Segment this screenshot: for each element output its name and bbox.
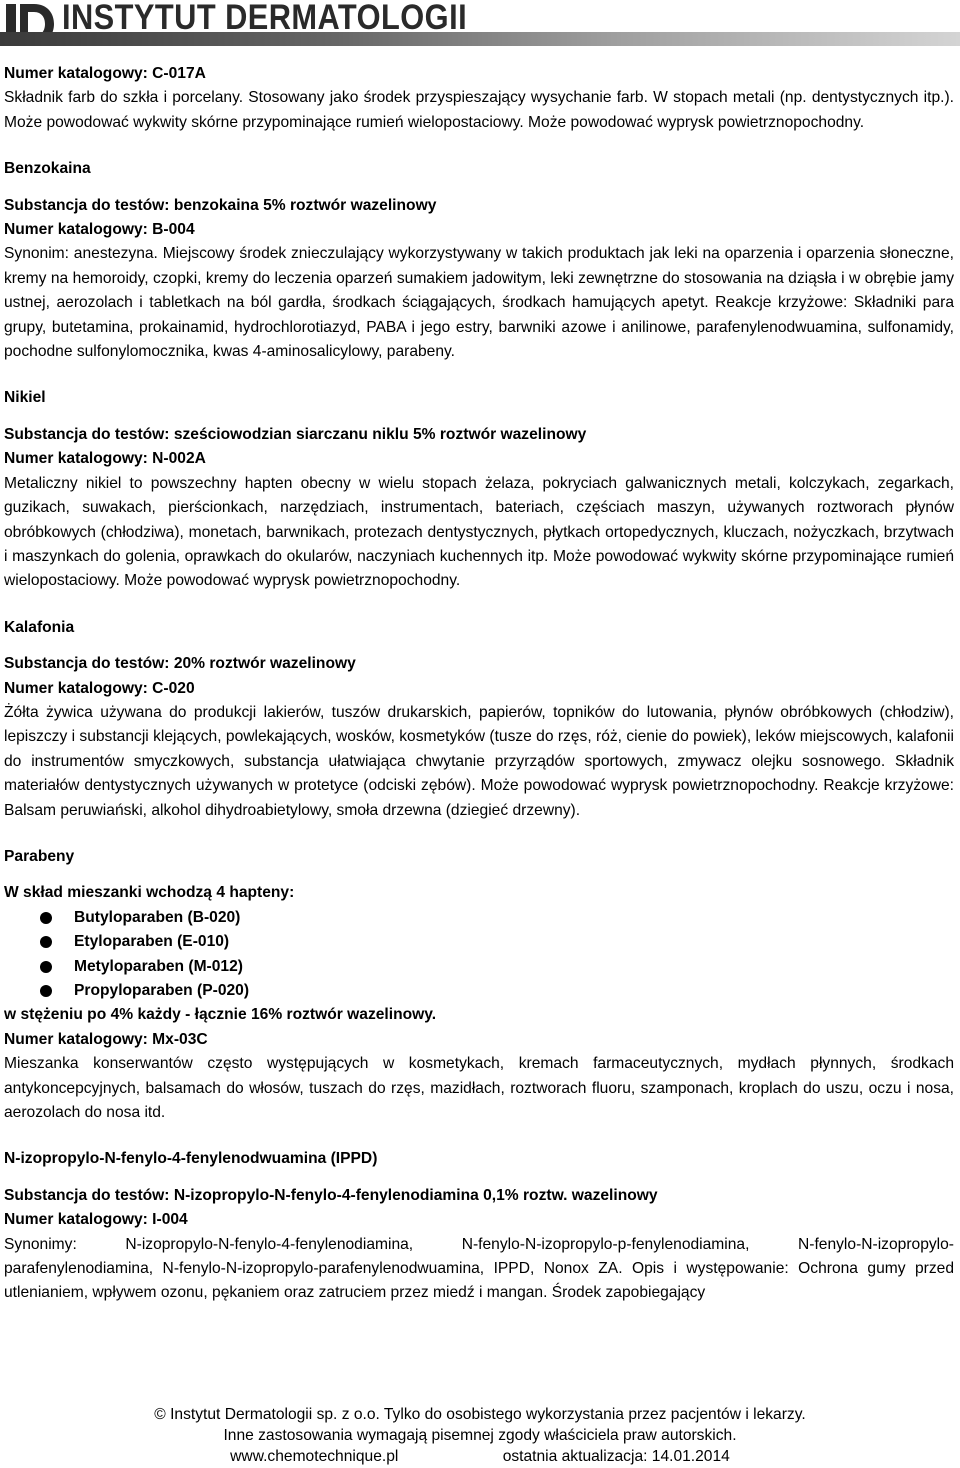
ippd-test-substance: Substancja do testów: N-izopropylo-N-fenylo-4-fenylenodiamina 0,1% roztw. wazelinowy: [4, 1186, 658, 1204]
page-footer: [0, 1404, 960, 1467]
list-item: Propyloparaben (P-020): [4, 979, 954, 1003]
footer-permission-note: Inne zastosowania wymagają pisemnej zgody właściciela praw autorskich.: [223, 1427, 737, 1444]
footer-copyright: © Instytut Dermatologii sp. z o.o. Tylko do osobistego wykorzystania przez pacjentów i lekarzy.: [154, 1406, 806, 1423]
list-item: Etyloparaben (E-010): [4, 930, 954, 954]
benzokaina-catalog-number: Numer katalogowy: B-004: [4, 221, 195, 239]
kalafonia-test-substance: Substancja do testów: 20% roztwór wazelinowy: [4, 655, 356, 673]
list-item: Metyloparaben (M-012): [4, 955, 954, 979]
ippd-description: Synonimy: N-izopropylo-N-fenylo-4-fenylenodiamina, N-fenylo-N-izopropylo-p-fenylenodiamina, N-fenylo-N-izopropylo-parafenylenodiamina, N-fenylo-N-izopropylo-parafenylenodwuamina, IPPD, Nonox ZA. Opis i występowanie: Ochrona gumy przed utlenianiem, wpływem ozonu, pękaniem oraz zatruciem przez miedź i mangan. Środek zapobiegający: [4, 1235, 954, 1302]
footer-last-updated: ostatnia aktualizacja: 14.01.2014: [502, 1448, 730, 1465]
intro-description: Składnik farb do szkła i porcelany. Stosowany jako środek przyspieszający wysychanie farb. W stopach metali (np. dentystycznych itp.). Może powodować wykwity skórne przypominające rumień wielopostaciowy. Może powodować wyprysk powietrznopochodny.: [4, 89, 954, 131]
benzokaina-test-substance: Substancja do testów: benzokaina 5% roztwór wazelinowy: [4, 196, 437, 214]
logo-title: INSTYTUT DERMATOLOGII: [62, 0, 468, 37]
page-header: [0, 0, 960, 46]
document-body: [4, 62, 954, 1306]
nikiel-catalog-number: Numer katalogowy: N-002A: [4, 450, 206, 468]
intro-catalog-number: Numer katalogowy: C-017A: [4, 65, 206, 82]
kalafonia-catalog-number: Numer katalogowy: C-020: [4, 679, 195, 697]
parabeny-hapten-list: [4, 906, 954, 1004]
section-title-kalafonia: Kalafonia: [4, 618, 75, 636]
parabeny-concentration: w stężeniu po 4% każdy - łącznie 16% roztwór wazelinowy.: [4, 1006, 437, 1024]
parabeny-mix-intro: W skład mieszanki wchodzą 4 hapteny:: [4, 884, 295, 902]
ippd-catalog-number: Numer katalogowy: I-004: [4, 1211, 188, 1229]
parabeny-catalog-number: Numer katalogowy: Mx-03C: [4, 1030, 208, 1048]
footer-website-link[interactable]: www.chemotechnique.pl: [230, 1448, 399, 1465]
benzokaina-description: Synonim: anestezyna. Miejscowy środek znieczulający wykorzystywany w takich produktach jak leki na oparzenia i oparzenia słoneczne, kremy na hemoroidy, czopki, kremy do leczenia oparzeń sumakiem jadowitym, leki zewnętrzne do stosowania na dziąsła i w obrębie jamy ustnej, aerozolach i tabletkach na ból gardła, środkach ściągających, środkach hamujących apetyt. Reakcje krzyżowe: Składniki para grupy, butetamina, prokainamid, hydrochlorotiazyd, PABA i jego estry, barwniki azowe i anilinowe, parafenylenodwuamina, sulfonamidy, pochodne sulfonylomocznika, kwas 4-aminosalicylowy, parabeny.: [4, 245, 954, 361]
kalafonia-description: Żółta żywica używana do produkcji lakierów, tuszów drukarskich, papierów, topników do lutowania, płynów obróbkowych (chłodziw), lepiszczy i substancji klejących, powlekających, wosków, kosmetyków (tusze do rzęs, róż, cienie do powiek), leków miejscowych, kalafonii do instrumentów smyczkowych, substancja ułatwiająca chwytanie przyrządów sportowych, zmywacz olejku sosnowego. Składnik materiałów dentystycznych używanych w protetyce (odciski zębów). Może powodować wyprysk powietrznopochodny. Reakcje krzyżowe: Balsam peruwiański, alkohol dihydroabietylowy, smoła drzewna (dziegieć drzewny).: [4, 703, 954, 819]
section-title-ippd: N-izopropylo-N-fenylo-4-fenylenodwuamina (IPPD): [4, 1150, 378, 1168]
section-title-nikiel: Nikiel: [4, 389, 46, 407]
nikiel-test-substance: Substancja do testów: sześciowodzian siarczanu niklu 5% roztwór wazelinowy: [4, 425, 587, 443]
parabeny-description: Mieszanka konserwantów często występujących w kosmetykach, kremach farmaceutycznych, mydłach płynnych, środkach antykoncepcyjnych, balsamach do włosów, tuszach do rzęs, mazidłach, roztworach fluoru, szamponach, kroplach do uszu, oczu i nosa, aerozolach do nosa itd.: [4, 1055, 954, 1122]
section-title-benzokaina: Benzokaina: [4, 160, 91, 178]
section-title-parabeny: Parabeny: [4, 847, 75, 865]
list-item: Butyloparaben (B-020): [4, 906, 954, 930]
nikiel-description: Metaliczny nikiel to powszechny hapten obecny w wielu stopach żelaza, pokryciach galwanicznych metali, kolczykach, zegarkach, guzikach, suwakach, pierścionkach, narzędziach, instrumentach, bateriach, częściach maszyn, używanych roztworach płynów obróbkowych (chłodziwa), monetach, barwnikach, protezach dentystycznych, płytkach ortopedycznych, kluczach, nożyczkach, brzytwach i maszynkach do golenia, oprawkach do okularów, naczyniach kuchennych itp. Może powodować wykwity skórne przypominające rumień wielopostaciowy. Może powodować wyprysk powietrznopochodny.: [4, 474, 954, 590]
